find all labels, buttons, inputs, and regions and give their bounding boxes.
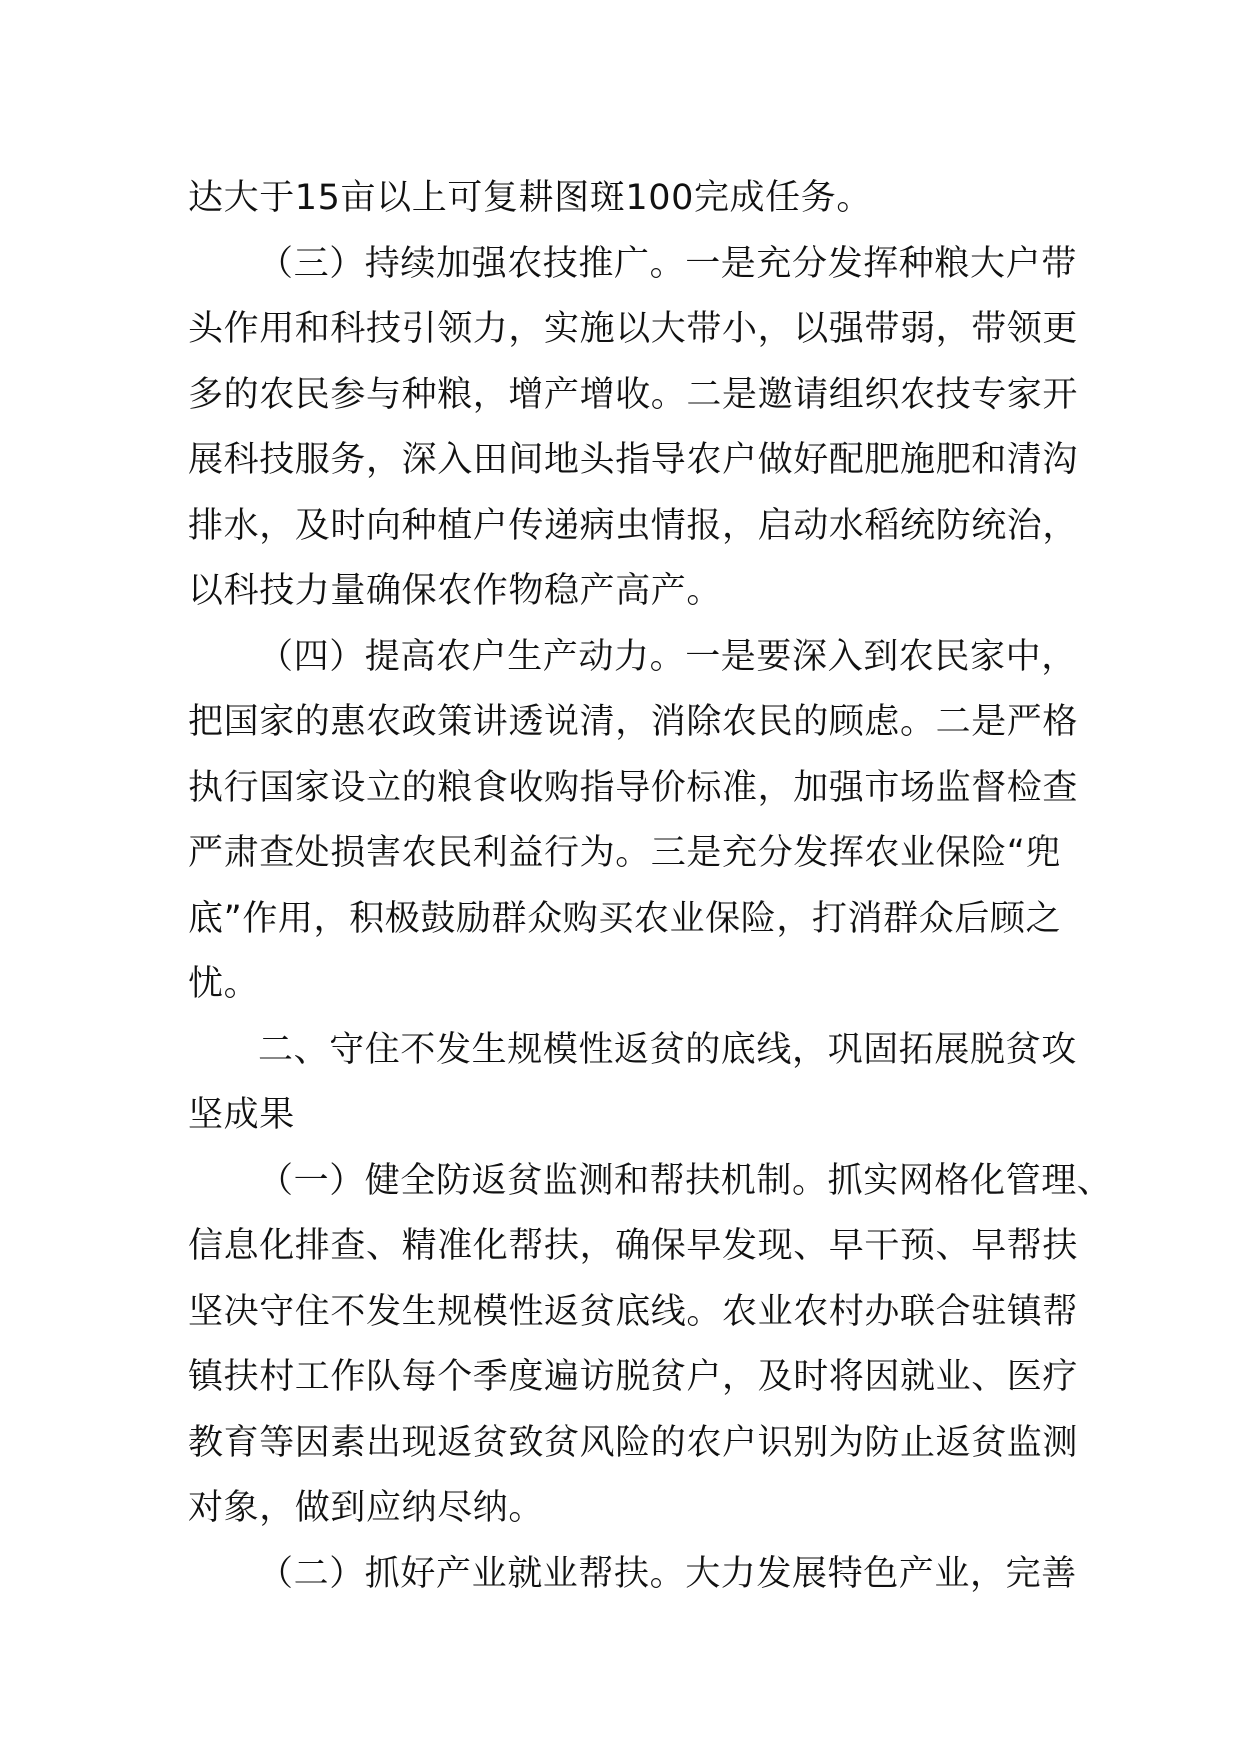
text-line: 镇扶村工作队每个季度遍访脱贫户，及时将因就业、医疗 (188, 1357, 1079, 1397)
text-line: 坚决守住不发生规模性返贫底线。农业农村办联合驻镇帮 (188, 1291, 1079, 1332)
text-line: 把国家的惠农政策讲透说清，消除农民的顾虑。二是严格 (188, 702, 1079, 742)
text-line: 以科技力量确保农作物稳产高产。 (188, 571, 723, 611)
text-line: 严肃查处损害农民利益行为。三是充分发挥农业保险“兜 (188, 833, 1062, 873)
text-line: （二）抓好产业就业帮扶。大力发展特色产业，完善 (258, 1553, 1077, 1594)
text-line: 头作用和科技引领力，实施以大带小，以强带弱，带领更 (188, 309, 1079, 349)
body-text (188, 166, 1113, 1607)
text-line: 底”作用，积极鼓励群众购买农业保险，打消群众后顾之 (188, 898, 1062, 939)
text-line: 多的农民参与种粮，增产增收。二是邀请组织农技专家开 (188, 374, 1079, 415)
text-line: 排水，及时向种植户传递病虫情报，启动水稻统防统治， (188, 505, 1079, 546)
text-line: 对象，做到应纳尽纳。 (188, 1488, 545, 1528)
text-line: 执行国家设立的粮食收购指导价标准，加强市场监督检查 (188, 767, 1079, 808)
text-line: 达大于15亩以上可复耕图斑100完成任务。 (188, 178, 872, 218)
text-line: 展科技服务，深入田间地头指导农户做好配肥施肥和清沟 (188, 440, 1079, 480)
text-line: 二、守住不发生规模性返贫的底线，巩固拓展脱贫攻 (258, 1029, 1077, 1070)
text-line: （三）持续加强农技推广。一是充分发挥种粮大户带 (258, 243, 1077, 284)
text-line: （四）提高农户生产动力。一是要深入到农民家中， (258, 636, 1077, 677)
text-line: 信息化排查、精准化帮扶，确保早发现、早干预、早帮扶 (188, 1226, 1079, 1266)
text-line: 教育等因素出现返贫致贫风险的农户识别为防止返贫监测 (188, 1422, 1079, 1463)
text-line: 坚成果 (188, 1095, 295, 1135)
text-line: （一）健全防返贫监测和帮扶机制。抓实网格化管理、 (258, 1160, 1113, 1201)
text-line: 忧。 (188, 964, 260, 1004)
